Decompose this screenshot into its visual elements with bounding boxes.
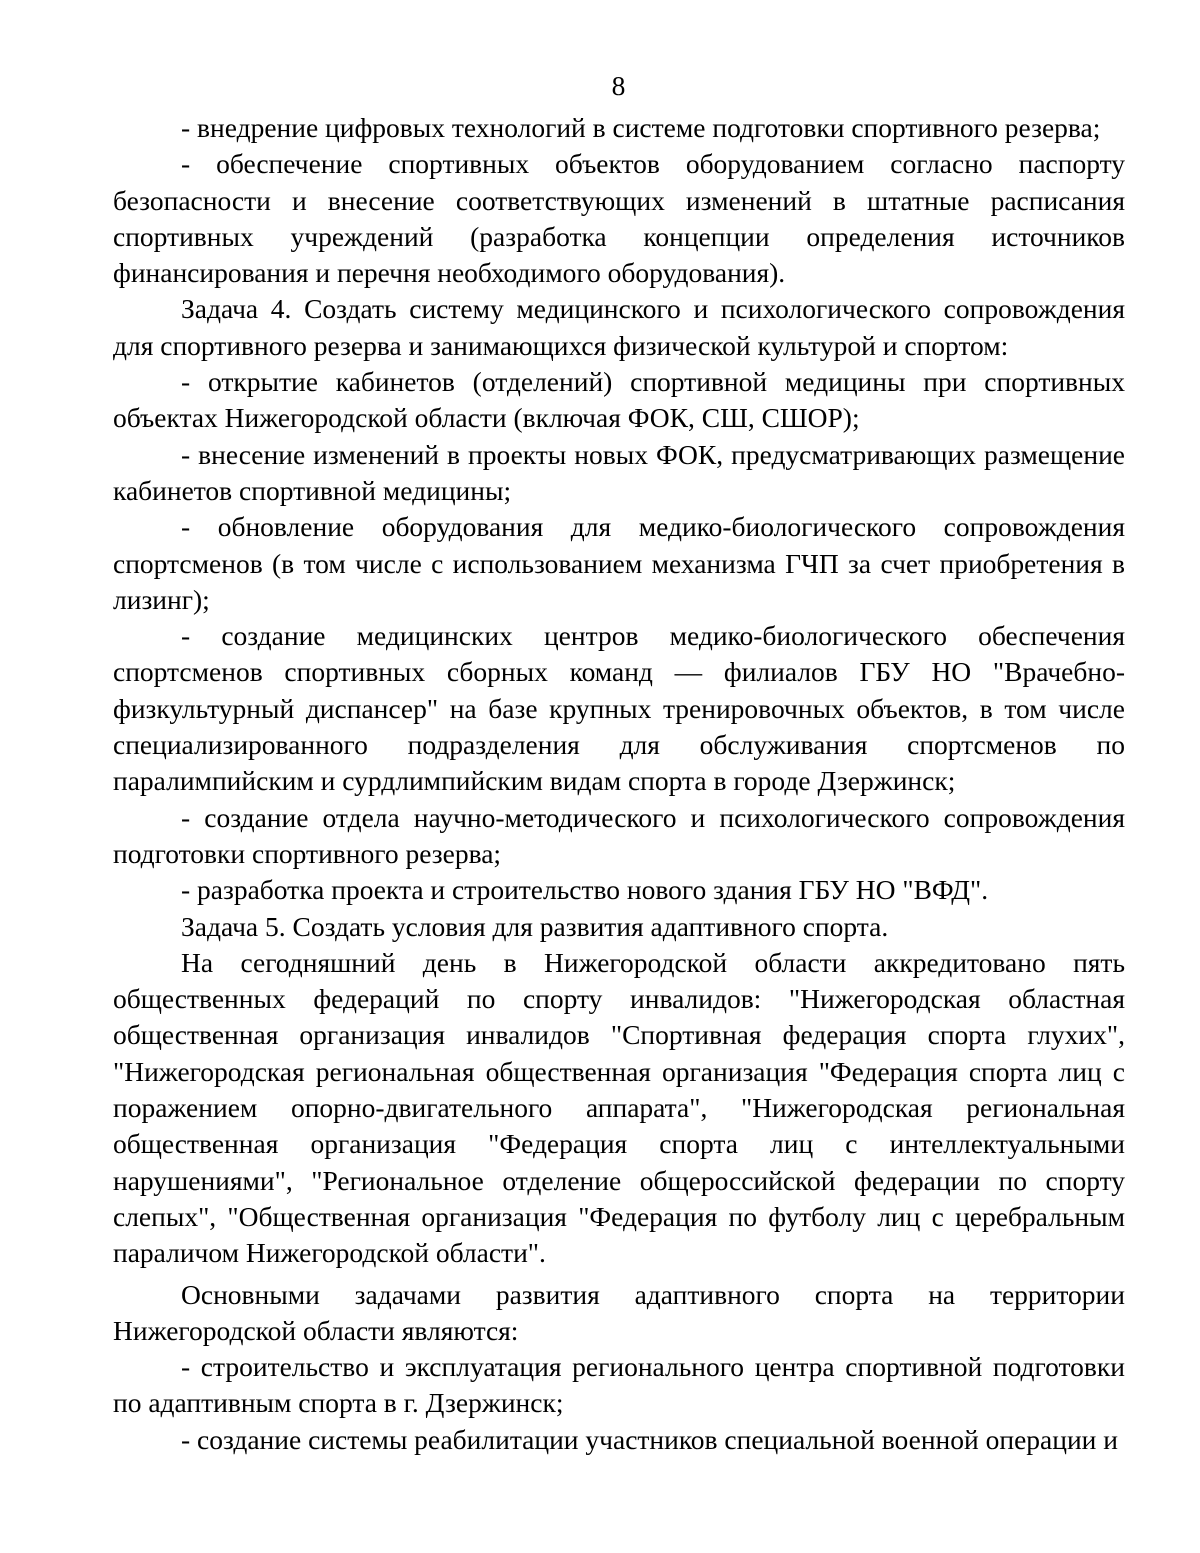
paragraph-task-4-heading: Задача 4. Создать систему медицинского и психологического сопровождения для спортивного резерва и занимающихся физической культурой и спортом: xyxy=(113,293,1125,361)
paragraph-digital-technologies: - внедрение цифровых технологий в системе подготовки спортивного резерва; xyxy=(181,112,1101,143)
page-number: 8 xyxy=(611,70,626,101)
paragraph-new-building: - разработка проекта и строительство нового здания ГБУ НО "ВФД". xyxy=(181,874,989,906)
paragraph-rehabilitation-system: - создание системы реабилитации участников специальной военной операции и xyxy=(181,1423,1118,1455)
paragraph-scientific-department: - создание отдела научно-методического и психологического сопровождения подготовки спортивного резерва; xyxy=(113,801,1125,869)
document-body xyxy=(113,110,1125,1458)
paragraph-equipment-renewal: - обновление оборудования для медико-биологического сопровождения спортсменов (в том числе с использованием механизма ГЧП за счет приобретения в лизинг); xyxy=(113,511,1125,615)
paragraph-new-fok-projects: - внесение изменений в проекты новых ФОК, предусматривающих размещение кабинетов спортивной медицины; xyxy=(113,438,1125,506)
paragraph-accredited-federations: На сегодняшний день в Нижегородской области аккредитовано пять общественных федераций по спорту инвалидов: "Нижегородская областная общественная организация инвалидов "Спортивная федерация спорта глухих", "Нижегородская региональная общественная организация "Федерация спорта лиц с поражением опорно-двигательного аппарата", "Нижегородская региональная общественная организация "Федерация спорта лиц с интеллектуальными нарушениями", "Региональное отделение общероссийской федерации по спорту слепых", "Общественная организация "Федерация по футболу лиц с церебральным параличом Нижегородской области". xyxy=(113,946,1125,1269)
paragraph-equipment-safety: - обеспечение спортивных объектов оборудованием согласно паспорту безопасности и внесение соответствующих изменений в штатные расписания спортивных учреждений (разработка концепции определения источников финансирования и перечня необходимого оборудования). xyxy=(113,148,1125,289)
paragraph-task-5-heading: Задача 5. Создать условия для развития адаптивного спорта. xyxy=(181,910,889,942)
paragraph-main-tasks-intro: Основными задачами развития адаптивного спорта на территории Нижегородской области являются: xyxy=(113,1278,1125,1346)
paragraph-medical-centers: - создание медицинских центров медико-биологического обеспечения спортсменов спортивных сборных команд — филиалов ГБУ НО "Врачебно-физкультурный диспансер" на базе крупных тренировочных объектов, в том числе специализированного подразделения для обслуживания спортсменов по паралимпийским и сурдлимпийским видам спорта в городе Дзержинск; xyxy=(113,620,1125,797)
paragraph-regional-center: - строительство и эксплуатация регионального центра спортивной подготовки по адаптивным спорта в г. Дзержинск; xyxy=(113,1351,1125,1419)
paragraph-sports-medicine-offices: - открытие кабинетов (отделений) спортивной медицины при спортивных объектах Нижегородской области (включая ФОК, СШ, СШОР); xyxy=(113,366,1125,434)
